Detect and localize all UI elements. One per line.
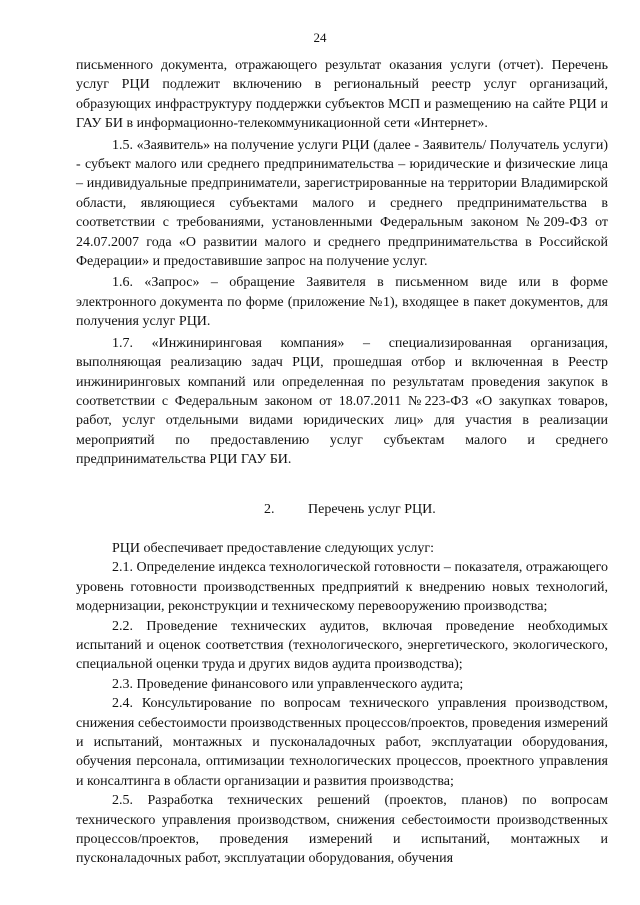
- service-item: 2.3. Проведение финансового или управленческого аудита;: [112, 676, 464, 692]
- paragraph-definition-request: 1.6. «Запрос» – обращение Заявителя в письменном виде или в форме электронного документа по форме (приложение №1), входящее в пакет документов, для получения услуг РЦИ.: [76, 275, 608, 330]
- paragraph-continuation: письменного документа, отражающего результат оказания услуги (отчет). Перечень услуг РЦИ подлежит включению в региональный реестр услуг организаций, образующих инфраструктуру поддержки субъектов МСП и размещению на сайте РЦИ и ГАУ БИ в информационно-телекоммуникационной сети «Интернет».: [76, 58, 608, 132]
- service-item: 2.5. Разработка технических решений (проектов, планов) по вопросам технического управления производством, снижения себестоимости производственных процессов/проектов, проведения измерений и испытаний, монтажных и пусконаладочных работ, эксплуатации оборудования, обучения: [76, 793, 608, 867]
- section-heading: [76, 500, 608, 519]
- section-number: 2.: [264, 501, 275, 517]
- page-number: 24: [313, 30, 327, 45]
- section-title: Перечень услуг РЦИ.: [308, 501, 436, 517]
- service-item: 2.2. Проведение технических аудитов, включая проведение необходимых испытаний и оценок соответствия (технологического, энергетического, экологического, специальной оценки труда и других видов аудита производства);: [76, 618, 608, 673]
- paragraph-definition-engineering-company: 1.7. «Инжиниринговая компания» – специализированная организация, выполняющая реализацию задач РЦИ, прошедшая отбор и включенная в Реестр инжиниринговых компаний или определенная по результатам проведения закупок в соответствии с Федеральным законом от 18.07.2011 №223-ФЗ «О закупках товаров, работ, услуг отдельными видами юридических лиц» для участия в реализации мероприятий по предоставлению услуг субъектам малого и среднего предпринимательства РЦИ ГАУ БИ.: [76, 335, 608, 468]
- document-body: [76, 56, 608, 869]
- service-item: 2.1. Определение индекса технологической готовности – показателя, отражающего уровень готовности производственных предприятий к внедрению новых технологий, модернизации, реконструкции и техническому перевооружению производства;: [76, 560, 608, 615]
- service-item: 2.4. Консультирование по вопросам технического управления производством, снижения себестоимости производственных процессов/проектов, проведения измерений и испытаний, монтажных и пусконаладочных работ, эксплуатации оборудования, обучения персонала, оптимизации технологических процессов, проектного управления и консалтинга в области организации и развития производства;: [76, 696, 608, 789]
- services-intro: РЦИ обеспечивает предоставление следующих услуг:: [112, 540, 435, 556]
- paragraph-definition-applicant: 1.5. «Заявитель» на получение услуги РЦИ (далее - Заявитель/ Получатель услуги) - субъект малого или среднего предпринимательства – юридические и физические лица – индивидуальные предприниматели, зарегистрированные на территории Владимирской области, являющиеся субъектами малого и среднего предпринимательства в соответствии с требованиями, установленными Федеральным законом №209-ФЗ от 24.07.2007 года «О развитии малого и среднего предпринимательства в Российской Федерации» и предоставившие запрос на получение услуг.: [76, 137, 608, 270]
